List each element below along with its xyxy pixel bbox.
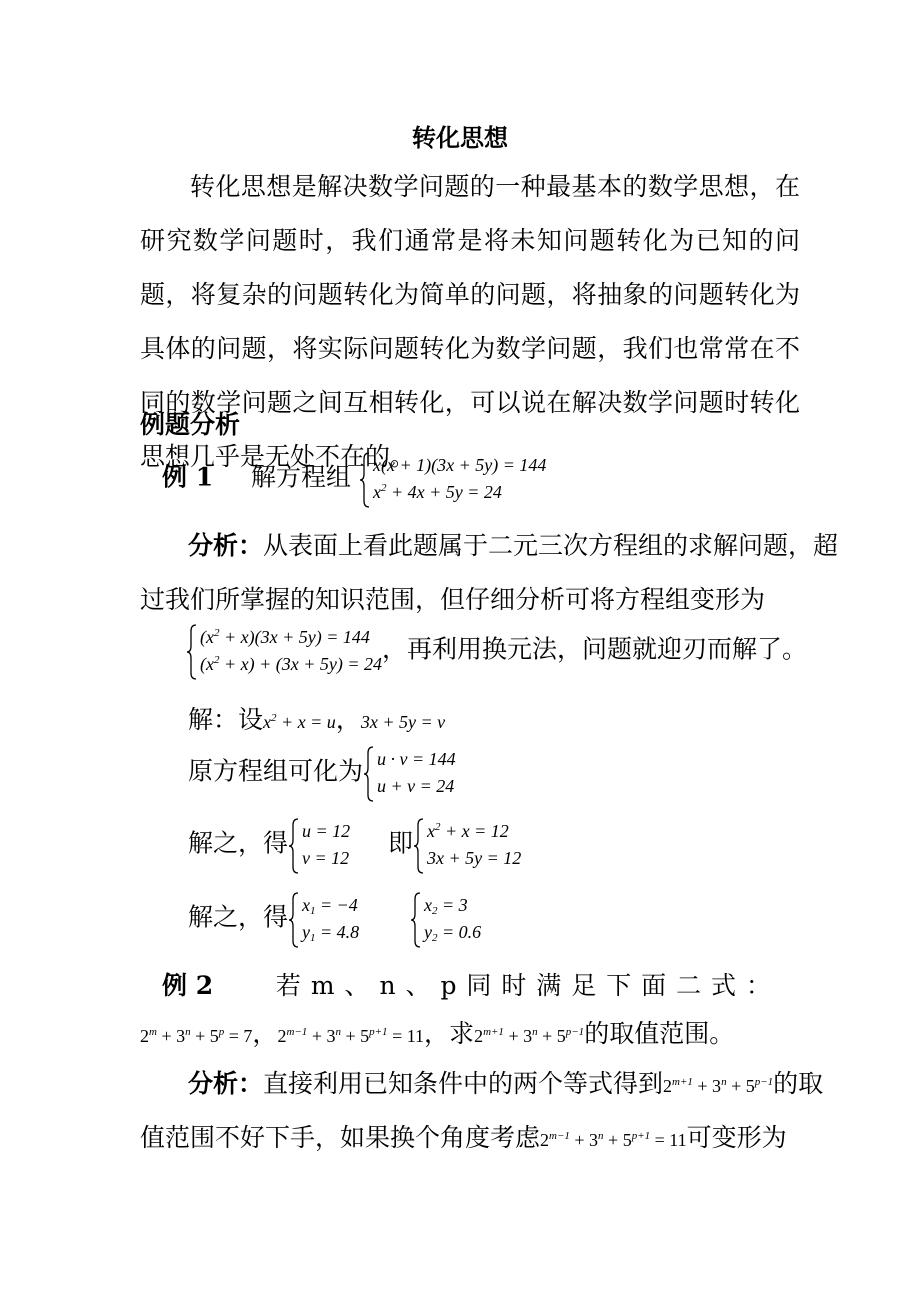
comma: ， [252, 1019, 278, 1048]
example1-line [162, 452, 546, 506]
example1-prompt: 解方程组 [251, 462, 352, 492]
brace-icon [288, 892, 300, 948]
equation: $x_2 = 3$ [424, 895, 468, 917]
substitution-v: 3x + 5y = v [360, 712, 446, 732]
analysis1-line2: 过我们所掌握的知识范围，但仔细分析可将方程组变形为 [140, 585, 766, 614]
target-expression: $2^{m+1} + 3^n + 5^{p-1}$ [474, 1026, 585, 1046]
brace-icon [288, 818, 300, 874]
range-text: 的取值范围。 [584, 1019, 735, 1048]
example1-label: 例 1 [162, 462, 214, 492]
condition-2: $2^{m-1} + 3^n + 5^{p+1} = 11$ [540, 1130, 687, 1150]
equation: 3x + 5y = 12 [427, 848, 522, 868]
equation-system-3 [363, 746, 456, 800]
ask-text: ，求 [424, 1019, 475, 1048]
ji-system-line [388, 818, 521, 872]
brace-icon [413, 818, 425, 874]
final-solution-line [188, 892, 359, 946]
solution-label: 解：设 [188, 705, 264, 734]
analysis-label: 分析： [188, 531, 264, 560]
equation-system-2 [186, 624, 382, 678]
analysis-text: 可变形为 [686, 1123, 787, 1152]
example2-line1 [162, 966, 772, 1002]
analysis2-line2 [140, 1118, 787, 1154]
page-title: 转化思想 [412, 123, 508, 152]
equation-system-4 [288, 818, 350, 872]
brace-icon [363, 746, 375, 802]
equation: $x^2 + 4x + 5y = 24$ [372, 482, 502, 502]
target-expression: $2^{m+1} + 3^n + 5^{p-1}$ [663, 1076, 774, 1096]
solve-label: 解之，得 [188, 902, 289, 932]
brace-icon [359, 452, 371, 508]
brace-icon [410, 892, 422, 948]
intro-paragraph: 转化思想是解决数学问题的一种最基本的数学思想，在研究数学问题时，我们通常是将未知问题转化为已知的问题，将复杂的问题转化为简单的问题，将抽象的问题转化为具体的问题，将实际问题转化为数学问题，我们也常常在不同的数学问题之间互相转化，可以说在解决数学问题时转化思想几乎是无处不在的。 [140, 172, 800, 471]
solution-line [188, 700, 445, 736]
analysis1-line1 [188, 526, 838, 562]
simplified-system-line [188, 746, 456, 800]
equation: $(x^2 + x) + (3x + 5y) = 24$ [200, 654, 383, 674]
equation-system-6 [288, 892, 359, 946]
example2-line2 [140, 1014, 734, 1050]
equation: $x^2 + x = 12$ [427, 821, 509, 841]
section-heading: 例题分析 [140, 410, 241, 439]
simplified-label: 原方程组可化为 [188, 756, 364, 786]
analysis-text: 值范围不好下手，如果换个角度考虑 [140, 1123, 541, 1152]
analysis-text: 从表面上看此题属于二元三次方程组的求解问题，超 [263, 531, 839, 560]
condition-1: $2^m + 3^n + 5^p = 7$ [140, 1026, 253, 1046]
equation: v = 12 [302, 848, 350, 868]
analysis2-line1 [188, 1064, 823, 1100]
equation: u = 12 [302, 821, 351, 841]
brace-icon [186, 624, 198, 680]
solution-system-line [188, 818, 350, 872]
ji-label: 即 [388, 828, 414, 858]
analysis-text: 直接利用已知条件中的两个等式得到 [263, 1069, 664, 1098]
solve-label: 解之，得 [188, 828, 289, 858]
equation-system-1 [359, 452, 546, 506]
final-solution-line-2 [410, 892, 481, 946]
analysis-label: 分析： [188, 1069, 264, 1098]
equation: $y_2 = 0.6$ [424, 922, 482, 944]
equation: u + v = 24 [377, 776, 455, 796]
equation-system-5 [413, 818, 521, 872]
substitution-u: $x^2 + x = u$ [263, 712, 336, 732]
condition-2: $2^{m-1} + 3^n + 5^{p+1} = 11$ [277, 1026, 425, 1046]
equation-system-7 [410, 892, 481, 946]
example2-label: 例 2 [162, 971, 214, 1000]
substitution-text: ，再利用换元法，问题就迎刃而解了。 [382, 634, 808, 664]
equation: x(x + 1)(3x + 5y) = 144 [372, 455, 547, 475]
comma: ， [335, 705, 361, 734]
equation: $(x^2 + x)(3x + 5y) = 144$ [200, 627, 370, 647]
equation: u · v = 144 [377, 749, 456, 769]
equation: $y_1 = 4.8$ [302, 922, 360, 944]
example2-problem: 若 m 、 n 、 p 同 时 满 足 下 面 二 式 ： [275, 971, 772, 1000]
analysis-text: 的取 [773, 1069, 824, 1098]
equation: $x_1 = -4$ [302, 895, 358, 917]
transformed-system-line [186, 624, 807, 678]
